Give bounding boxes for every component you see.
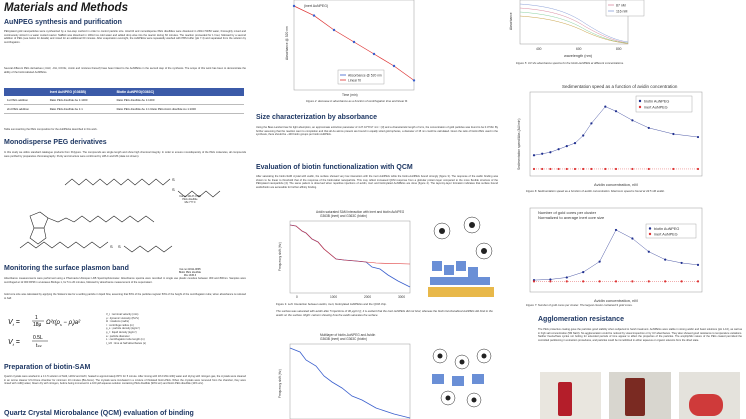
fig7-point: [697, 264, 699, 266]
table-header: Inert AuNPEG (G363B): [47, 88, 114, 96]
fig5-xlabel: wavelength (nm): [564, 54, 593, 58]
fig2-point: [413, 79, 415, 81]
fig6-point: [604, 106, 606, 108]
legend-item: r : centrifuge radius (m): [106, 323, 134, 327]
vial-photos: [540, 372, 740, 419]
fig7-point: [664, 280, 666, 282]
fig7-point: [566, 276, 568, 278]
chem-2-mw: Mw 1345.3: [183, 274, 197, 278]
svg-text:0.5L: 0.5L: [33, 335, 43, 341]
nanoparticle-stack-icon: [432, 349, 491, 407]
qcm-heading-short: Quartz Crystal Microbalance (QCM) evaluation of binding: [4, 410, 194, 417]
legend-item: a : particle diameter: [106, 334, 130, 338]
fig7-title: Number of gold cores per cluster: [538, 210, 597, 215]
fig5-tick: 800: [616, 47, 622, 51]
fig3-cartoon: [428, 211, 500, 303]
fig6-point: [541, 168, 543, 170]
column-2: [252, 0, 504, 419]
fig6-point: [648, 168, 650, 170]
agg-heading: Agglomeration resistance: [538, 316, 624, 323]
fig6-point: [566, 145, 568, 147]
svg-text:S: S: [118, 244, 121, 249]
fig6-point: [615, 168, 617, 170]
svg-text:t1/2: t1/2: [36, 343, 42, 349]
agg-text: The PEG protective coating gave the particles good stability when subjected to harsh treatment. AuNPEGs were stable in strong acidic and basic solutions (pH 1-10), as well as in high salt concentration (5M NaCl). No agglomeration could be noticed by visual inspection or by UV absorbance. They also showed good resistance to temperature variations. Neither freeze/thaw cycles nor boiling for extended periods of time appear to affect the properties of the particles. The amphiphilic nature of the PEG coated permitted the controlled partitioning in extraction procedures, and particles could be immobilized in either aqueous or organic solvents from the dried state.: [538, 328, 742, 342]
fig2-ylabel: Absorbance @ 520 nm: [285, 26, 289, 60]
fig7-caption: Figure 7: Number of gold cores per cluster. The largest cluster contained 9 gold cores.: [526, 303, 633, 307]
qcm-text: After saturating the biotin-SAM crystal with avidin, the surface showed very low interaction with the inert AuNPEG while the biotin-AuNPEG bound strongly (figure 3). The response of the avidin binding was shown to be linear to threshold that of the response of the biotin-label nanoparticle. This may reflect increased QCM response from a globular protein layer compared to the more flexible structure of the PEGylated nanoparticle [4]. The same pattern is observed when repetitive injections of avidin, inert and biotinylated AuNPEGs are done (figure 4). The layer-by-layer formation indicates that surface bound avidin/biotin are accessible for further affinity binding.: [256, 175, 498, 189]
column-1: [0, 0, 252, 419]
fig6-legend-item: biotin AuNPEG: [644, 99, 670, 104]
fig6-point: [541, 153, 543, 155]
fig4-chart: [276, 328, 426, 419]
fig5-caption: Figure 5: UV-Vis absorbance spectra for the biotin-AuNPEG at different concentrations.: [516, 61, 624, 65]
fig5-tick: 600: [576, 47, 582, 51]
fig6-point: [590, 122, 592, 124]
fig7-point: [664, 259, 666, 261]
biotin-sam-text: Quartz crystals were washed in a 1:1:5 solution of NH3, H2O2 and H2O, heated to approximately 80°C for 5 minute. After rinsing with 18.2 MΩ milliQ water and drying with nitrogen gas, the crystals were cleaned in an ozone cleaner UV-Ozone chamber for minimum 10 minutes (Bio-force). The crystals were incubated in a mixture of thiolated biotin-PEG. When the crystals were removed from the chamber, they were rinsed with milliQ water, blown dry with nitrogen, before being immersed in a 100 μM aqueous solution containing PEG disulfide (90% w/v) and biotin PEG disulfide (10% w/v).: [4, 375, 246, 386]
fig6-point: [672, 168, 674, 170]
fig5-tick: 400: [536, 47, 542, 51]
fig7-point: [599, 280, 601, 282]
fig7-point: [549, 280, 551, 282]
fig6-point: [604, 168, 606, 170]
fig6-xlabel: Avidin concentration, nM: [594, 182, 638, 187]
fig3-tick: 3000: [398, 295, 406, 299]
fig2-point: [373, 53, 375, 55]
qcm-heading: Evaluation of biotin functionalization with QCM: [256, 164, 413, 171]
mono-heading: Monodisperse PEG derivatives: [4, 139, 107, 146]
chem-1-name: PEG disulfide: [182, 198, 198, 202]
fig7-point: [681, 262, 683, 264]
avidin-layer-icon: [430, 261, 490, 285]
legend-item: t_1/2 : time at half absorbance (s): [106, 341, 147, 345]
spr-text: Absorbance measurements were performed using a Pharmacia Ultrospec LKB Spectrophotometer. Absorbance spectra were recorded in single use plastic cuvettes between 300 and 800nm. Samples were centrifuged at 12 000 RPM in a Heraeus Biofuge 1, for 5 to 20 minutes, followed by absorbance measurement of the supernatant.: [4, 277, 246, 284]
spr-text-2: Gold core size was calculated by applying the Stokes's law for a settling particle in liquid flow, assuming that 50% of the particles register 50% of the height of the centrifugation tube; when absorbance is reduced to half.: [4, 293, 246, 300]
fig2-point: [293, 5, 295, 7]
fig6-point: [631, 119, 633, 121]
table-header: Biotin AuNPEG(G363C): [114, 88, 244, 96]
chem-1-label: [150, 195, 230, 205]
fig7-point: [615, 280, 617, 282]
legend-item: μ : dynamic viscosity (Pa*s): [106, 316, 139, 320]
fig3-subtitle: G363B (inert) and G363C (biotin): [320, 214, 367, 218]
fig7-point: [566, 280, 568, 282]
fig6-point: [533, 154, 535, 156]
fig7-plot-area: [530, 208, 702, 292]
svg-text:18μ: 18μ: [33, 322, 42, 328]
fig7-legend-item: inert AuNPEG: [654, 232, 678, 237]
fig2-caption: Figure 2: decrease in absorbance as a function of centrifugation time and linear fit.: [306, 99, 408, 103]
fig7-subtitle: Normalized to average inert core size: [538, 215, 605, 220]
fig7-point: [599, 261, 601, 263]
svg-text:Ω²r(ρs − ρl)a²: $\Omega^2r(\rho_s - \rho_l)a^2$: [46, 320, 81, 327]
fig6-point: [574, 168, 576, 170]
fig7-point: [582, 280, 584, 282]
fig3-tick: 0: [296, 295, 298, 299]
fig7-point: [615, 229, 617, 231]
svg-text:S: S: [172, 187, 175, 192]
stokes-equations: [6, 312, 98, 352]
fig6-ylabel: Sedimentation speed/Abs (AU/min): [517, 118, 521, 170]
fig6-point: [697, 136, 699, 138]
table-caption: Table summarizing the PEG composition for the AuNPEGs described in this work.: [4, 128, 98, 131]
fig4-ylabel: Frequency shift (Hz): [278, 369, 282, 398]
fig7-point: [582, 271, 584, 273]
fig6-point: [558, 168, 560, 170]
fig2-xlabel: Time (min): [342, 93, 358, 97]
fig2-point: [313, 14, 315, 16]
fig6-point: [631, 168, 633, 170]
legend-item: L : centrifugation tube length (m): [106, 338, 145, 342]
fig5-ylabel: Absorbance: [509, 12, 513, 30]
svg-text:S: S: [172, 177, 175, 182]
fig6-caption: Figure 6: Sedimentation speed as a function of avidin concentration. Maximum speed is found at 43.5 nM avidin.: [526, 189, 665, 193]
fig7-point: [648, 251, 650, 253]
fig6-point: [558, 148, 560, 150]
fig6-point: [549, 168, 551, 170]
nanoparticle-icon: [434, 217, 492, 259]
fig3-title: Avidin saturated SAM interaction with inert and biotin AuNPEG: [316, 210, 405, 214]
fig6-point: [549, 151, 551, 153]
mono-text: In this study we utilize standard catalogue products from Polypure. The compounds are single length and show high chemical integrity. In order to ensure monodispersity of the PEG molecules, all compounds were purified by preparative chromatography. Purity and structure were confirmed by HPLC and MS (data not shown).: [4, 151, 246, 158]
fig7-point: [533, 280, 535, 282]
table-cell: Ratio PEG disulfide:Au 1:1000: [47, 96, 114, 105]
fig7-point: [631, 237, 633, 239]
gold-surface-icon: [428, 287, 494, 297]
fig7-point: [648, 280, 650, 282]
fig3-chart: [276, 209, 426, 301]
fig4-cartoon: [428, 344, 498, 419]
fig6-point: [574, 142, 576, 144]
fig2-top-label: (inert AuNPEG): [304, 4, 329, 8]
fig3-tick: 2000: [364, 295, 372, 299]
fig2-point: [353, 41, 355, 43]
fig3-caption: Figure 3. Left: Interaction between avidin, inert, biotinylated AuNPEGs and the QCM chip.: [276, 302, 387, 306]
table-cell: Ratio PEG disulfide:Au 1:1 Ratio PEG-biotin disulfide:Au 1:1000: [114, 105, 244, 114]
chem-2-cat: Cat.no 41911-0895: [179, 268, 201, 271]
fig5-legend-box: [606, 0, 644, 16]
table-cell: 1st PEG addition: [4, 96, 47, 105]
table-row: [4, 96, 244, 105]
fig5-legend-item: 116 nM: [616, 9, 628, 14]
fig3-caption-2: The surface was saturated with avidin after 5 injections of 30 μg/ml (); it is evident that the inert AuNPEG did not bind, whereas the biotin functionalized AuNPEG did bind to the avidin on the surface. Right: cartoon showing how the avidin saturates the surface.: [276, 309, 493, 317]
chem-1-mw: Mw 777.0: [184, 201, 196, 205]
fig6-point: [582, 168, 584, 170]
peg-table: [4, 88, 244, 114]
fig6-point: [697, 168, 699, 170]
fig7-point: [631, 280, 633, 282]
svg-text:S: S: [110, 244, 113, 249]
table-header: [4, 88, 47, 96]
synthesis-text-2: Several different PEG derivatives (-CH3, -OH, COOH, -biotin and mixtures thereof) have been linked to the AuNPEGs in the second step of the synthesis. The scope of this work has been to demonstrate the ability of the biotin-labeled AuNPEGs.: [4, 67, 246, 74]
fig6-legend-box: [636, 96, 692, 112]
fig6-point: [648, 127, 650, 129]
size-text: Using the Beer-Lambert law for light absorption, an approximate extinction parameter of 4.27·10^8 M⁻¹cm⁻¹ [3] and a characteristic length of 1cm, the concentration of gold particles was found to be 0.37nM. By further assuming that the reaction went to completion and that all Au atoms present are bound in equally sized gold spheres, a diameter of 15 nm could be calculated. Given the ratio of biotin-PEG used in the synthesis, there should be ~100 biotin groups per biotin AuNPEG.: [256, 126, 498, 137]
svg-text:Vt =: $V_t$ =: [8, 319, 20, 327]
chem-2-name: Biotin PEG disulfide: [178, 271, 202, 275]
fig4-subtitle: G363B (inert) and G363C (biotin): [320, 337, 367, 341]
fig7-chart: [506, 204, 744, 312]
svg-text:1: 1: [35, 315, 38, 321]
fig7-xlabel: Avidin concentration, nM: [594, 298, 638, 303]
biotin-sam-heading: Preparation of biotin-SAM: [4, 364, 91, 371]
fig2-legend-item: Linear fit: [348, 78, 361, 83]
chem-1-cat: Cat.no 10137-0795: [179, 195, 201, 198]
legend-item: ρ_s : particle density (kg/m³): [106, 327, 140, 331]
vial-photo-3: [679, 372, 740, 419]
fig2-legend-item: Absorbance @ 520 nm: [348, 73, 382, 78]
fig2-point: [333, 29, 335, 31]
fig3-plot-area: [290, 221, 410, 293]
svg-text:Vt =: $V_t$ =: [8, 339, 20, 347]
fig2-chart: [282, 0, 432, 100]
biotin-peg-structure: [10, 208, 240, 258]
vial-photo-2: [609, 372, 670, 419]
fig6-title: Sedimentation speed as a function of avidin concentration: [562, 84, 678, 89]
column-3: [506, 0, 746, 419]
table-cell: Ratio PEG disulfide:Au 1:1000: [114, 96, 244, 105]
stokes-legend: [106, 313, 246, 345]
fig6-point: [533, 168, 535, 170]
legend-item: Ω : rotations (rad/s): [106, 320, 130, 324]
fig4-plot-area: [290, 344, 410, 419]
fig6-point: [615, 110, 617, 112]
table-cell: Ratio PEG disulfide:Au 1:1: [47, 105, 114, 114]
fig6-chart: [506, 82, 744, 188]
spr-heading: Monitoring the surface plasmon band: [4, 265, 129, 272]
synthesis-heading: AuNPEG synthesis and purification: [4, 19, 122, 26]
fig2-point: [393, 65, 395, 67]
legend-item: ρ_l : liquid density (kg/m³): [106, 330, 137, 334]
fig5-legend-item: 87 nM: [616, 3, 626, 8]
fig7-legend-item: biotin AuNPEG: [654, 227, 680, 231]
fig7-point: [549, 278, 551, 280]
fig6-point: [566, 168, 568, 170]
legend-item: V_t : terminal velocity (m/s): [106, 313, 139, 316]
fig7-point: [697, 280, 699, 282]
fig6-legend-item: inert AuNPEG: [644, 105, 668, 110]
vial-photo-1: [540, 372, 601, 419]
fig4-title: Multilayer of biotin-AuNPEG and Avidin: [320, 333, 376, 337]
fig6-point: [672, 133, 674, 135]
poster-title: Materials and Methods: [4, 2, 128, 14]
fig3-ylabel: Frequency shift (Hz): [278, 242, 282, 271]
table-cell: 2nd PEG addition: [4, 105, 47, 114]
fig6-point: [590, 168, 592, 170]
fig7-point: [681, 280, 683, 282]
table-row: [4, 105, 244, 114]
fig6-point: [582, 134, 584, 136]
size-heading: Size characterization by absorbance: [256, 114, 377, 121]
synthesis-text: PEGylated gold nanoparticles were synthesized by a two-step method in order to control particle size. HAuCl4 and monodisperse PEG disulfides were dissolved in 200ml 50/50 water, thoroughly mixed and continuously stirred in a water cooled reactor. NaBH4 was dissolved in 100ml ice cold water and added drop wise into the reactor during 60 minutes. The reaction proceeded for 1 hour, followed by a second addition of PEG (see below for details) and mixed for an additional 60 minutes. After evaporation overnight, the AuNPEGs were repeatedly washed with PBS buffer (pH 7.4) and separated from the solution by centrifugation.: [4, 30, 246, 44]
fig3-tick: 1000: [330, 295, 338, 299]
